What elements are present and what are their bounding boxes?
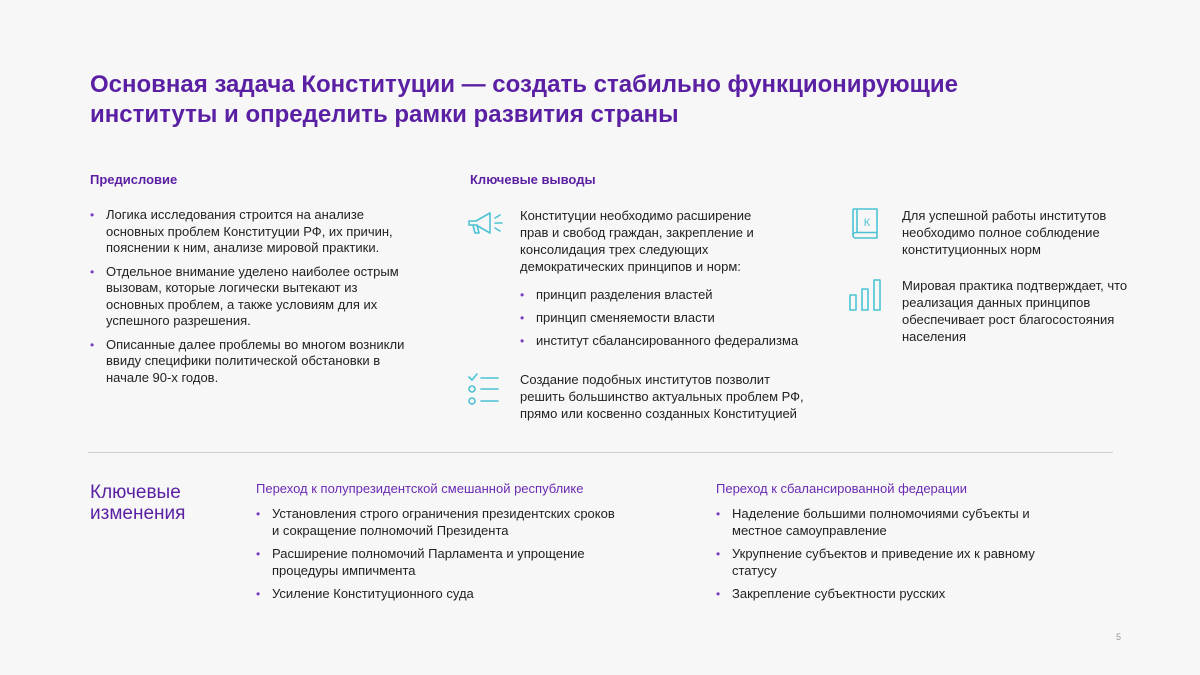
section-divider [88, 452, 1113, 453]
list-item: • Расширение полномочий Парламента и упрощение процедуры импичмента [256, 546, 616, 579]
megaphone-icon [466, 209, 506, 241]
preface-list [90, 207, 410, 393]
list-item: • Наделение большими полномочиями субъекты и местное самоуправление [716, 506, 1056, 539]
finding-3-text: Для успешной работы институтов необходимо полное соблюдение конституционных норм [902, 208, 1107, 257]
findings-heading: Ключевые выводы [470, 172, 596, 187]
checklist-icon [467, 373, 501, 407]
finding-1-text: Конституции необходимо расширение прав и свобод граждан, закрепление и консолидация трех следующих демократических принципов и норм: [520, 208, 754, 274]
finding-2-text: Создание подобных институтов позволит решить большинство актуальных проблем РФ, прямо или косвенно созданных Конституцией [520, 372, 804, 421]
list-item: • Укрупнение субъектов и приведение их к равному статусу [716, 546, 1056, 579]
list-item: • Логика исследования строится на анализе основных проблем Конституции РФ, их причин, пояснении к ним, анализе мировой практики. [90, 207, 410, 257]
book-icon [850, 206, 882, 242]
changes-col1-heading: Переход к полупрезидентской смешанной республике [256, 481, 584, 496]
finding-4-text: Мировая практика подтверждает, что реализация данных принципов обеспечивает рост благосостояния населения [902, 278, 1128, 344]
page-number: 5 [1116, 632, 1122, 642]
list-item: • Описанные далее проблемы во многом возникли ввиду специфики политической обстановки в начале 90-х годов. [90, 337, 410, 387]
bar-chart-icon [848, 278, 886, 312]
list-item: • принцип сменяемости власти [520, 310, 820, 326]
changes-col2-heading: Переход к сбалансированной федерации [716, 481, 967, 496]
key-changes-label: Ключевые изменения [90, 482, 186, 524]
list-item: • институт сбалансированного федерализма [520, 333, 820, 349]
changes-col2-list [716, 506, 1056, 610]
principles-list [520, 287, 820, 356]
changes-col1-list [256, 506, 616, 610]
book-icon-letter: К [863, 217, 871, 229]
list-item: • принцип разделения властей [520, 287, 820, 303]
page-title: Основная задача Конституции — создать стабильно функционирующие институты и определить рамки развития страны [90, 71, 959, 128]
list-item: • Усиление Конституционного суда [256, 586, 616, 603]
list-item: • Установления строго ограничения президентских сроков и сокращение полномочий Президента [256, 506, 616, 539]
list-item: • Закрепление субъектности русских [716, 586, 1056, 603]
preface-heading: Предисловие [90, 172, 178, 187]
list-item: • Отдельное внимание уделено наиболее острым вызовам, которые логически вытекают из основных проблем, а также условиям для их успешного разрешения. [90, 264, 410, 330]
